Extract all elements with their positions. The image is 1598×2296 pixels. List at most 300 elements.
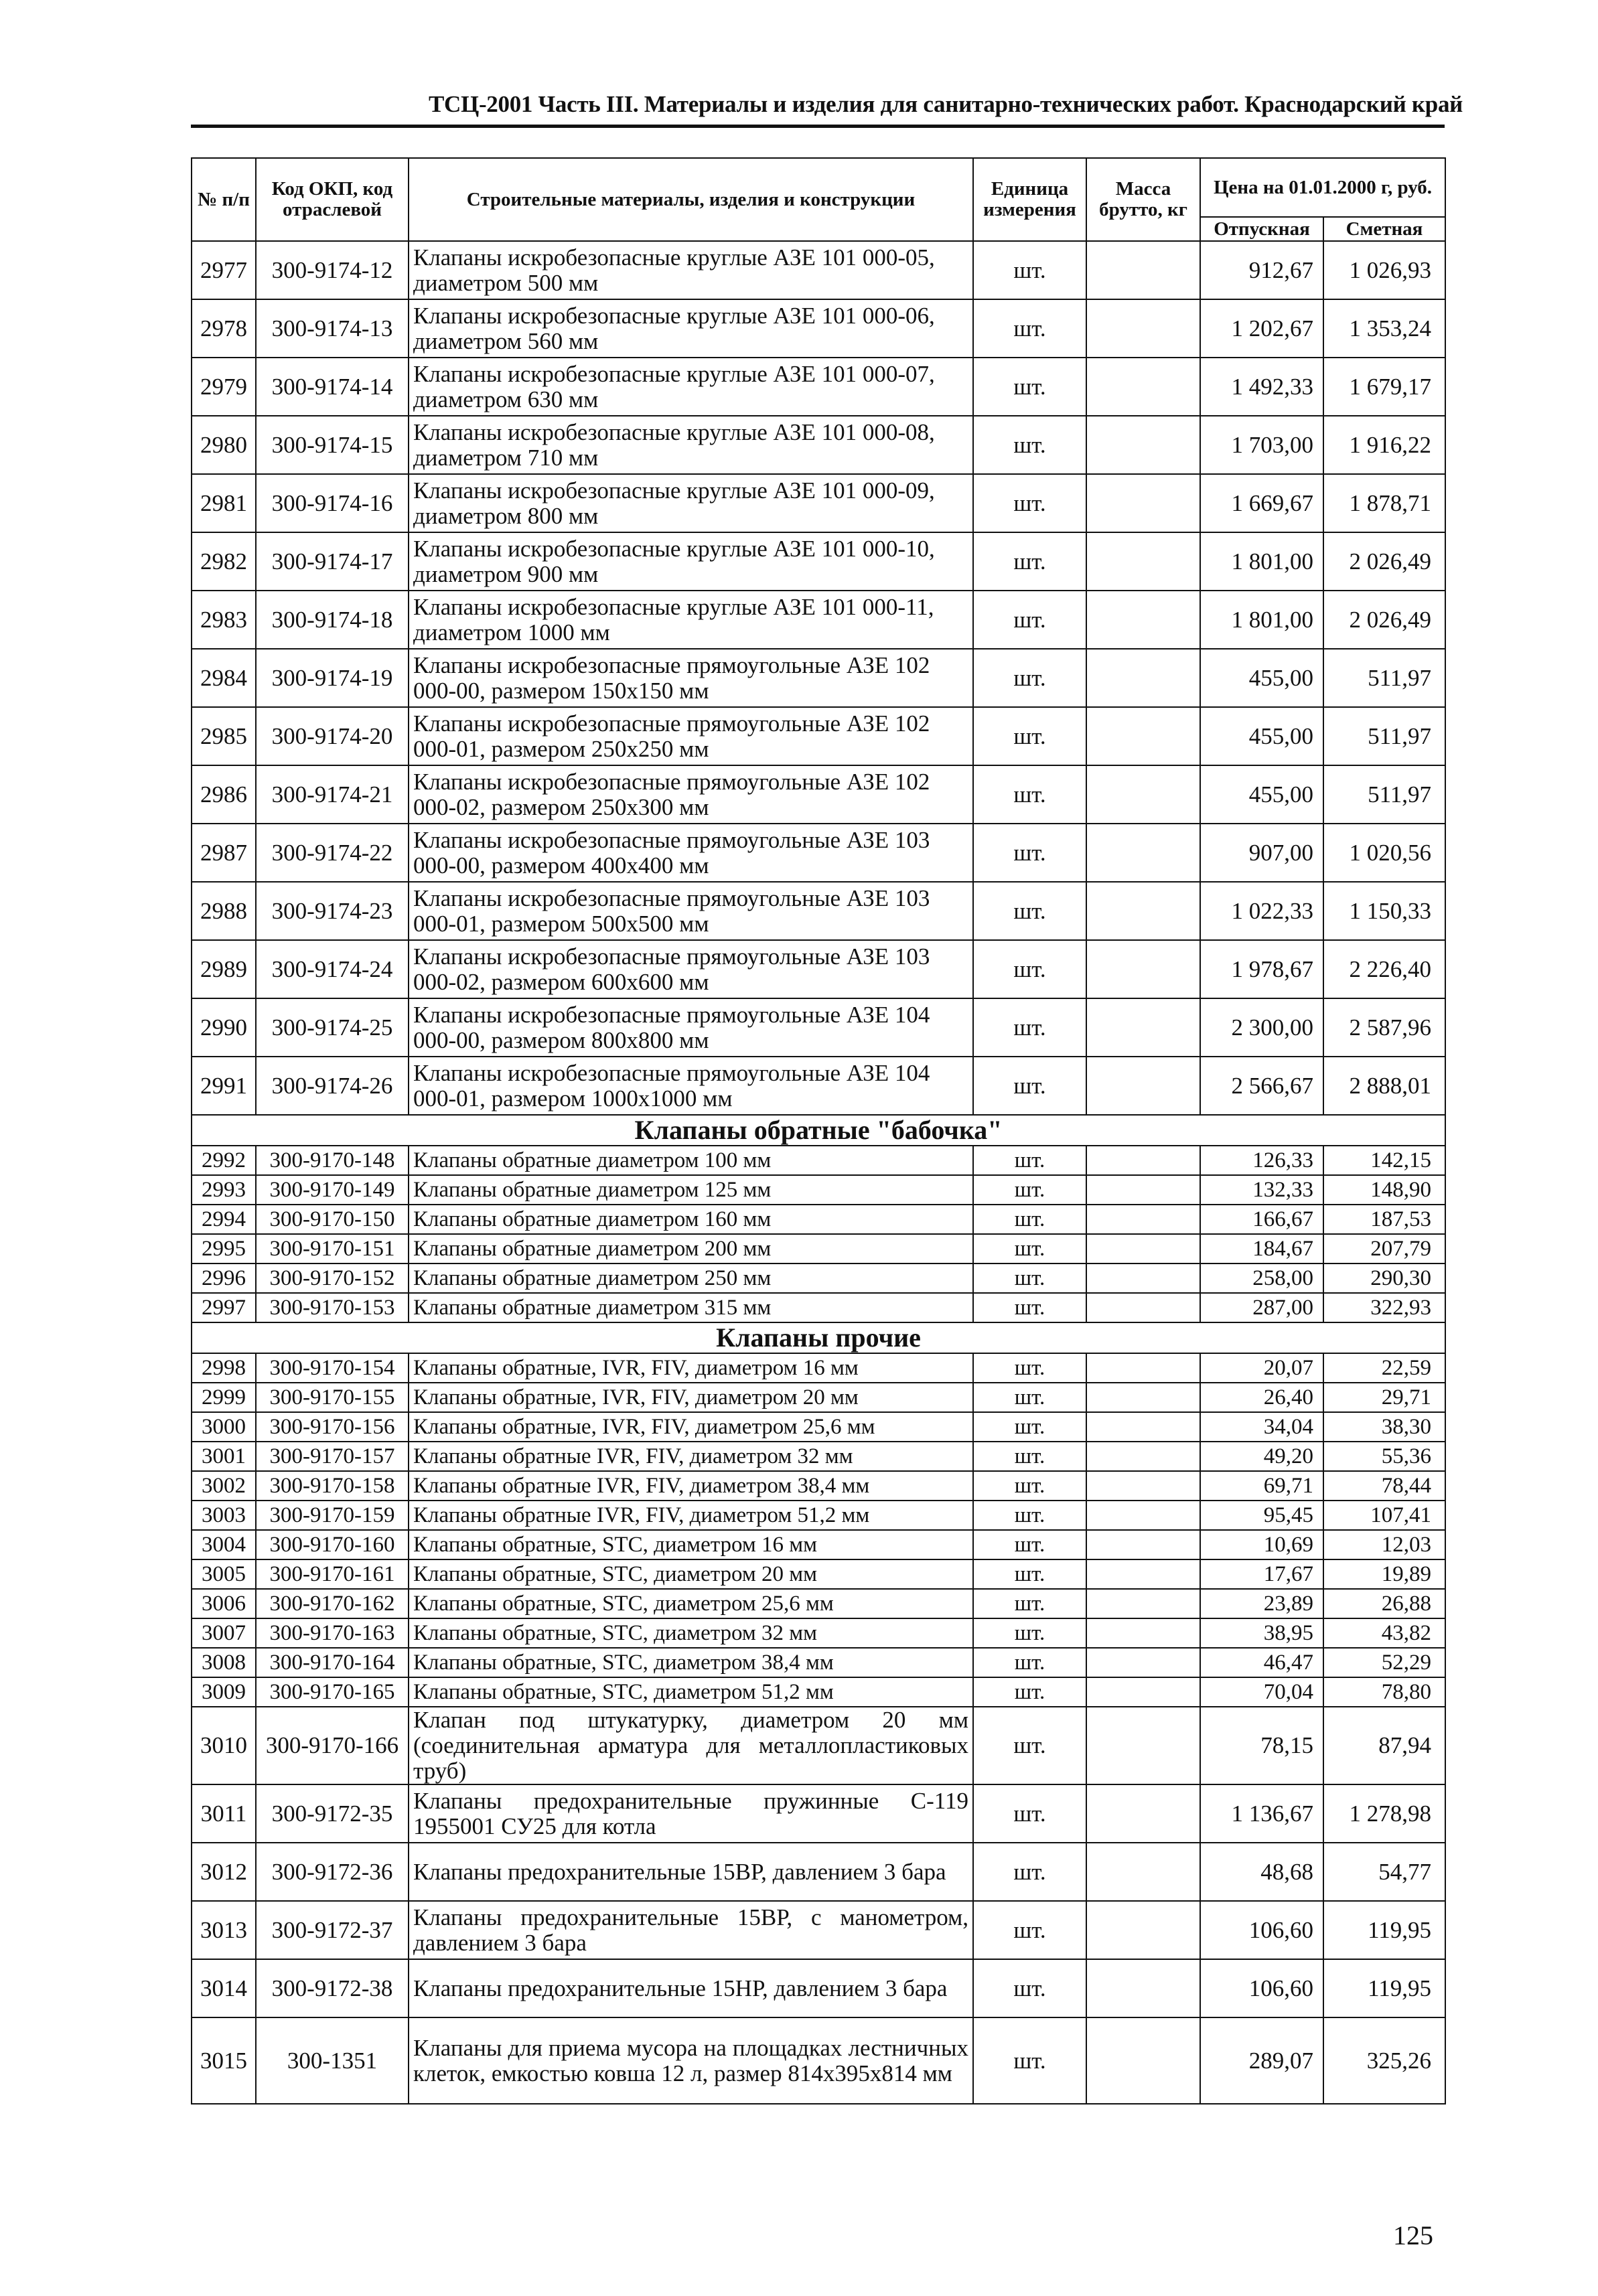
row-mass bbox=[1086, 474, 1200, 532]
row-price-estimate: 78,44 bbox=[1323, 1471, 1445, 1501]
row-name: Клапаны искробезопасные прямоугольные АЗЕ 104 000-00, размером 800x800 мм bbox=[409, 998, 973, 1057]
row-price-release: 10,69 bbox=[1200, 1530, 1323, 1559]
row-price-estimate: 142,15 bbox=[1323, 1146, 1445, 1175]
row-price-release: 69,71 bbox=[1200, 1471, 1323, 1501]
row-price-estimate: 187,53 bbox=[1323, 1205, 1445, 1234]
row-price-release: 106,60 bbox=[1200, 1901, 1323, 1959]
row-price-estimate: 290,30 bbox=[1323, 1264, 1445, 1293]
table-body-b bbox=[192, 1146, 1445, 1322]
row-code: 300-9174-12 bbox=[256, 241, 409, 299]
row-price-estimate: 22,59 bbox=[1323, 1353, 1445, 1383]
row-name: Клапаны искробезопасные прямоугольные АЗЕ 103 000-02, размером 600x600 мм bbox=[409, 940, 973, 998]
row-num: 2985 bbox=[192, 707, 256, 765]
row-mass bbox=[1086, 532, 1200, 591]
row-name: Клапаны обратные диаметром 200 мм bbox=[409, 1234, 973, 1264]
row-price-release: 1 801,00 bbox=[1200, 591, 1323, 649]
row-name: Клапаны предохранительные пружинные С-119 1955001 СУ25 для котла bbox=[409, 1784, 973, 1843]
row-code: 300-9174-24 bbox=[256, 940, 409, 998]
row-name: Клапаны обратные, STC, диаметром 51,2 мм bbox=[409, 1677, 973, 1707]
row-code: 300-9170-148 bbox=[256, 1146, 409, 1175]
table-header bbox=[192, 158, 1445, 241]
row-name: Клапаны обратные диаметром 100 мм bbox=[409, 1146, 973, 1175]
row-price-release: 78,15 bbox=[1200, 1707, 1323, 1784]
row-price-release: 907,00 bbox=[1200, 824, 1323, 882]
row-num: 2981 bbox=[192, 474, 256, 532]
table-row bbox=[192, 1677, 1445, 1707]
row-mass bbox=[1086, 1175, 1200, 1205]
table-row bbox=[192, 1959, 1445, 2017]
table-row bbox=[192, 241, 1445, 299]
row-mass bbox=[1086, 1677, 1200, 1707]
table-row bbox=[192, 1353, 1445, 1383]
row-num: 3014 bbox=[192, 1959, 256, 2017]
row-unit: шт. bbox=[973, 998, 1086, 1057]
row-name: Клапаны обратные, STC, диаметром 20 мм bbox=[409, 1559, 973, 1589]
row-unit: шт. bbox=[973, 1843, 1086, 1901]
table-row bbox=[192, 1234, 1445, 1264]
row-num: 3012 bbox=[192, 1843, 256, 1901]
col-header-unit: Единица измерения bbox=[973, 158, 1086, 241]
row-unit: шт. bbox=[973, 1471, 1086, 1501]
row-mass bbox=[1086, 1959, 1200, 2017]
table-row bbox=[192, 1383, 1445, 1412]
row-unit: шт. bbox=[973, 416, 1086, 474]
row-mass bbox=[1086, 1205, 1200, 1234]
row-price-release: 1 801,00 bbox=[1200, 532, 1323, 591]
row-name: Клапаны обратные, IVR, FIV, диаметром 25,6 мм bbox=[409, 1412, 973, 1442]
row-price-release: 2 566,67 bbox=[1200, 1057, 1323, 1115]
row-num: 2982 bbox=[192, 532, 256, 591]
row-unit: шт. bbox=[973, 1959, 1086, 2017]
row-price-release: 455,00 bbox=[1200, 707, 1323, 765]
row-code: 300-9174-17 bbox=[256, 532, 409, 591]
row-mass bbox=[1086, 882, 1200, 940]
row-code: 300-9172-38 bbox=[256, 1959, 409, 2017]
row-code: 300-9174-25 bbox=[256, 998, 409, 1057]
row-name: Клапаны обратные, IVR, FIV, диаметром 16 мм bbox=[409, 1353, 973, 1383]
table-row bbox=[192, 1648, 1445, 1677]
row-price-release: 455,00 bbox=[1200, 765, 1323, 824]
row-price-release: 38,95 bbox=[1200, 1618, 1323, 1648]
row-num: 2989 bbox=[192, 940, 256, 998]
row-price-release: 287,00 bbox=[1200, 1293, 1323, 1322]
table-row bbox=[192, 532, 1445, 591]
row-price-release: 49,20 bbox=[1200, 1442, 1323, 1471]
row-unit: шт. bbox=[973, 1530, 1086, 1559]
table-row bbox=[192, 1175, 1445, 1205]
row-mass bbox=[1086, 1383, 1200, 1412]
row-unit: шт. bbox=[973, 1146, 1086, 1175]
row-num: 3009 bbox=[192, 1677, 256, 1707]
row-num: 3000 bbox=[192, 1412, 256, 1442]
row-name: Клапаны искробезопасные прямоугольные АЗЕ 102 000-01, размером 250x250 мм bbox=[409, 707, 973, 765]
row-price-estimate: 1 878,71 bbox=[1323, 474, 1445, 532]
row-price-estimate: 1 278,98 bbox=[1323, 1784, 1445, 1843]
row-code: 300-9174-26 bbox=[256, 1057, 409, 1115]
row-name: Клапан под штукатурку, диаметром 20 мм (соединительная арматура для металлопластиковых труб) bbox=[409, 1707, 973, 1784]
row-price-release: 1 136,67 bbox=[1200, 1784, 1323, 1843]
row-mass bbox=[1086, 1234, 1200, 1264]
row-mass bbox=[1086, 241, 1200, 299]
table-row bbox=[192, 1442, 1445, 1471]
row-mass bbox=[1086, 998, 1200, 1057]
row-num: 2998 bbox=[192, 1353, 256, 1383]
row-name: Клапаны искробезопасные круглые АЗЕ 101 000-05, диаметром 500 мм bbox=[409, 241, 973, 299]
table-body-d bbox=[192, 1707, 1445, 2017]
row-name: Клапаны предохранительные 15ВР, с манометром, давлением 3 бара bbox=[409, 1901, 973, 1959]
row-mass bbox=[1086, 1057, 1200, 1115]
row-code: 300-9174-15 bbox=[256, 416, 409, 474]
row-num: 2978 bbox=[192, 299, 256, 358]
row-unit: шт. bbox=[973, 1057, 1086, 1115]
row-price-release: 1 022,33 bbox=[1200, 882, 1323, 940]
row-mass bbox=[1086, 1353, 1200, 1383]
row-unit: шт. bbox=[973, 1784, 1086, 1843]
row-unit: шт. bbox=[973, 358, 1086, 416]
row-price-estimate: 1 150,33 bbox=[1323, 882, 1445, 940]
row-price-release: 48,68 bbox=[1200, 1843, 1323, 1901]
row-code: 300-9174-16 bbox=[256, 474, 409, 532]
row-mass bbox=[1086, 358, 1200, 416]
row-name: Клапаны обратные, IVR, FIV, диаметром 20 мм bbox=[409, 1383, 973, 1412]
table-row bbox=[192, 1530, 1445, 1559]
row-num: 2983 bbox=[192, 591, 256, 649]
row-price-release: 1 703,00 bbox=[1200, 416, 1323, 474]
row-name: Клапаны обратные диаметром 250 мм bbox=[409, 1264, 973, 1293]
row-unit: шт. bbox=[973, 1648, 1086, 1677]
row-code: 300-9172-36 bbox=[256, 1843, 409, 1901]
row-unit: шт. bbox=[973, 882, 1086, 940]
row-name: Клапаны предохранительные 15НР, давлением 3 бара bbox=[409, 1959, 973, 2017]
row-unit: шт. bbox=[973, 299, 1086, 358]
row-mass bbox=[1086, 1648, 1200, 1677]
row-mass bbox=[1086, 1618, 1200, 1648]
table-row bbox=[192, 1264, 1445, 1293]
row-price-release: 70,04 bbox=[1200, 1677, 1323, 1707]
row-num: 2993 bbox=[192, 1175, 256, 1205]
row-price-release: 912,67 bbox=[1200, 241, 1323, 299]
row-price-release: 258,00 bbox=[1200, 1264, 1323, 1293]
row-unit: шт. bbox=[973, 940, 1086, 998]
row-name: Клапаны обратные диаметром 160 мм bbox=[409, 1205, 973, 1234]
row-unit: шт. bbox=[973, 649, 1086, 707]
table-row bbox=[192, 358, 1445, 416]
table-row bbox=[192, 1618, 1445, 1648]
row-price-estimate: 1 353,24 bbox=[1323, 299, 1445, 358]
col-header-price: Цена на 01.01.2000 г, руб. bbox=[1200, 158, 1445, 217]
table-row bbox=[192, 1559, 1445, 1589]
row-unit: шт. bbox=[973, 1234, 1086, 1264]
row-price-estimate: 119,95 bbox=[1323, 1959, 1445, 2017]
table-row bbox=[192, 1843, 1445, 1901]
row-code: 300-9170-149 bbox=[256, 1175, 409, 1205]
row-mass bbox=[1086, 299, 1200, 358]
table-row bbox=[192, 1784, 1445, 1843]
row-code: 300-9170-159 bbox=[256, 1501, 409, 1530]
row-price-release: 1 202,67 bbox=[1200, 299, 1323, 358]
row-price-release: 95,45 bbox=[1200, 1501, 1323, 1530]
row-code: 300-9170-154 bbox=[256, 1353, 409, 1383]
row-unit: шт. bbox=[973, 241, 1086, 299]
running-head: ТСЦ-2001 Часть III. Материалы и изделия для санитарно-технических работ. Краснодарский край bbox=[429, 91, 1463, 117]
row-mass bbox=[1086, 1843, 1200, 1901]
table-body-a bbox=[192, 241, 1445, 1115]
row-price-estimate: 87,94 bbox=[1323, 1707, 1445, 1784]
row-mass bbox=[1086, 765, 1200, 824]
row-mass bbox=[1086, 1559, 1200, 1589]
table-row bbox=[192, 591, 1445, 649]
row-num: 2999 bbox=[192, 1383, 256, 1412]
row-price-estimate: 54,77 bbox=[1323, 1843, 1445, 1901]
row-name: Клапаны обратные диаметром 315 мм bbox=[409, 1293, 973, 1322]
row-price-estimate: 511,97 bbox=[1323, 649, 1445, 707]
row-code: 300-9174-19 bbox=[256, 649, 409, 707]
row-code: 300-9170-157 bbox=[256, 1442, 409, 1471]
row-num: 2995 bbox=[192, 1234, 256, 1264]
table-row bbox=[192, 1412, 1445, 1442]
row-name: Клапаны обратные IVR, FIV, диаметром 38,4 мм bbox=[409, 1471, 973, 1501]
row-name: Клапаны обратные диаметром 125 мм bbox=[409, 1175, 973, 1205]
table-row bbox=[192, 1707, 1445, 1784]
table-row bbox=[192, 2017, 1445, 2104]
col-header-name: Строительные материалы, изделия и конструкции bbox=[409, 158, 973, 241]
row-unit: шт. bbox=[973, 1559, 1086, 1589]
row-price-release: 23,89 bbox=[1200, 1589, 1323, 1618]
row-price-estimate: 1 916,22 bbox=[1323, 416, 1445, 474]
row-price-estimate: 2 026,49 bbox=[1323, 591, 1445, 649]
row-name: Клапаны обратные IVR, FIV, диаметром 32 мм bbox=[409, 1442, 973, 1471]
row-price-release: 1 978,67 bbox=[1200, 940, 1323, 998]
row-price-estimate: 207,79 bbox=[1323, 1234, 1445, 1264]
row-num: 2997 bbox=[192, 1293, 256, 1322]
row-price-release: 126,33 bbox=[1200, 1146, 1323, 1175]
table-body-c bbox=[192, 1353, 1445, 1707]
table-row bbox=[192, 649, 1445, 707]
row-mass bbox=[1086, 649, 1200, 707]
row-unit: шт. bbox=[973, 1589, 1086, 1618]
row-code: 300-9170-155 bbox=[256, 1383, 409, 1412]
row-code: 300-9170-161 bbox=[256, 1559, 409, 1589]
row-mass bbox=[1086, 2017, 1200, 2104]
row-unit: шт. bbox=[973, 1442, 1086, 1471]
row-num: 2986 bbox=[192, 765, 256, 824]
row-code: 300-9172-35 bbox=[256, 1784, 409, 1843]
table-row bbox=[192, 998, 1445, 1057]
row-name: Клапаны обратные, STC, диаметром 25,6 мм bbox=[409, 1589, 973, 1618]
row-unit: шт. bbox=[973, 474, 1086, 532]
table-body-e bbox=[192, 2017, 1445, 2104]
row-code: 300-9170-160 bbox=[256, 1530, 409, 1559]
row-price-release: 289,07 bbox=[1200, 2017, 1323, 2104]
row-code: 300-9174-21 bbox=[256, 765, 409, 824]
row-price-estimate: 12,03 bbox=[1323, 1530, 1445, 1559]
row-unit: шт. bbox=[973, 765, 1086, 824]
row-num: 3002 bbox=[192, 1471, 256, 1501]
table-row bbox=[192, 882, 1445, 940]
row-price-estimate: 322,93 bbox=[1323, 1293, 1445, 1322]
row-num: 3001 bbox=[192, 1442, 256, 1471]
row-price-estimate: 2 026,49 bbox=[1323, 532, 1445, 591]
row-price-release: 106,60 bbox=[1200, 1959, 1323, 2017]
table-row bbox=[192, 1293, 1445, 1322]
row-num: 3007 bbox=[192, 1618, 256, 1648]
row-name: Клапаны искробезопасные круглые АЗЕ 101 000-10, диаметром 900 мм bbox=[409, 532, 973, 591]
table-row bbox=[192, 940, 1445, 998]
row-name: Клапаны искробезопасные круглые АЗЕ 101 000-09, диаметром 800 мм bbox=[409, 474, 973, 532]
row-price-release: 166,67 bbox=[1200, 1205, 1323, 1234]
row-price-estimate: 43,82 bbox=[1323, 1618, 1445, 1648]
row-code: 300-9170-152 bbox=[256, 1264, 409, 1293]
row-mass bbox=[1086, 1412, 1200, 1442]
row-unit: шт. bbox=[973, 824, 1086, 882]
row-price-estimate: 19,89 bbox=[1323, 1559, 1445, 1589]
section-title-other-valves: Клапаны прочие bbox=[192, 1322, 1445, 1353]
row-code: 300-9170-158 bbox=[256, 1471, 409, 1501]
row-num: 2988 bbox=[192, 882, 256, 940]
row-code: 300-9170-166 bbox=[256, 1707, 409, 1784]
row-price-release: 26,40 bbox=[1200, 1383, 1323, 1412]
row-price-release: 46,47 bbox=[1200, 1648, 1323, 1677]
row-code: 300-9174-20 bbox=[256, 707, 409, 765]
page-number: 125 bbox=[1393, 2220, 1433, 2250]
row-name: Клапаны искробезопасные прямоугольные АЗЕ 103 000-01, размером 500x500 мм bbox=[409, 882, 973, 940]
row-code: 300-9174-22 bbox=[256, 824, 409, 882]
col-header-price-release: Отпускная bbox=[1200, 217, 1323, 241]
row-num: 2980 bbox=[192, 416, 256, 474]
row-mass bbox=[1086, 1784, 1200, 1843]
row-mass bbox=[1086, 1589, 1200, 1618]
table-row bbox=[192, 1057, 1445, 1115]
row-mass bbox=[1086, 1293, 1200, 1322]
row-mass bbox=[1086, 1901, 1200, 1959]
row-code: 300-1351 bbox=[256, 2017, 409, 2104]
row-price-estimate: 2 888,01 bbox=[1323, 1057, 1445, 1115]
row-unit: шт. bbox=[973, 1175, 1086, 1205]
row-num: 3004 bbox=[192, 1530, 256, 1559]
table-row bbox=[192, 824, 1445, 882]
row-mass bbox=[1086, 940, 1200, 998]
row-code: 300-9174-14 bbox=[256, 358, 409, 416]
row-price-estimate: 1 679,17 bbox=[1323, 358, 1445, 416]
row-num: 2991 bbox=[192, 1057, 256, 1115]
row-num: 2990 bbox=[192, 998, 256, 1057]
row-unit: шт. bbox=[973, 1353, 1086, 1383]
table-row bbox=[192, 1501, 1445, 1530]
table-row bbox=[192, 707, 1445, 765]
row-num: 2977 bbox=[192, 241, 256, 299]
table-row bbox=[192, 416, 1445, 474]
row-num: 3003 bbox=[192, 1501, 256, 1530]
row-code: 300-9170-153 bbox=[256, 1293, 409, 1322]
row-code: 300-9174-23 bbox=[256, 882, 409, 940]
row-code: 300-9170-163 bbox=[256, 1618, 409, 1648]
row-price-release: 2 300,00 bbox=[1200, 998, 1323, 1057]
row-name: Клапаны обратные, STC, диаметром 38,4 мм bbox=[409, 1648, 973, 1677]
row-price-estimate: 511,97 bbox=[1323, 707, 1445, 765]
row-code: 300-9172-37 bbox=[256, 1901, 409, 1959]
row-price-estimate: 55,36 bbox=[1323, 1442, 1445, 1471]
row-price-release: 20,07 bbox=[1200, 1353, 1323, 1383]
row-unit: шт. bbox=[973, 591, 1086, 649]
row-name: Клапаны искробезопасные прямоугольные АЗЕ 102 000-02, размером 250x300 мм bbox=[409, 765, 973, 824]
table-row bbox=[192, 1471, 1445, 1501]
row-unit: шт. bbox=[973, 1264, 1086, 1293]
row-code: 300-9170-150 bbox=[256, 1205, 409, 1234]
row-mass bbox=[1086, 1442, 1200, 1471]
row-price-estimate: 2 587,96 bbox=[1323, 998, 1445, 1057]
row-name: Клапаны искробезопасные круглые АЗЕ 101 000-07, диаметром 630 мм bbox=[409, 358, 973, 416]
row-price-estimate: 148,90 bbox=[1323, 1175, 1445, 1205]
row-mass bbox=[1086, 1471, 1200, 1501]
row-price-estimate: 52,29 bbox=[1323, 1648, 1445, 1677]
row-price-estimate: 119,95 bbox=[1323, 1901, 1445, 1959]
row-unit: шт. bbox=[973, 1901, 1086, 1959]
table-row bbox=[192, 765, 1445, 824]
row-name: Клапаны обратные, STC, диаметром 16 мм bbox=[409, 1530, 973, 1559]
row-name: Клапаны предохранительные 15ВР, давлением 3 бара bbox=[409, 1843, 973, 1901]
row-unit: шт. bbox=[973, 1205, 1086, 1234]
row-price-estimate: 1 026,93 bbox=[1323, 241, 1445, 299]
col-header-num: № п/п bbox=[192, 158, 256, 241]
row-mass bbox=[1086, 1264, 1200, 1293]
row-num: 2979 bbox=[192, 358, 256, 416]
row-price-release: 1 669,67 bbox=[1200, 474, 1323, 532]
row-code: 300-9170-156 bbox=[256, 1412, 409, 1442]
row-code: 300-9170-151 bbox=[256, 1234, 409, 1264]
table-row bbox=[192, 299, 1445, 358]
row-price-release: 34,04 bbox=[1200, 1412, 1323, 1442]
row-price-release: 132,33 bbox=[1200, 1175, 1323, 1205]
row-num: 2987 bbox=[192, 824, 256, 882]
row-price-release: 184,67 bbox=[1200, 1234, 1323, 1264]
table-row bbox=[192, 474, 1445, 532]
price-table bbox=[191, 157, 1446, 2104]
row-price-estimate: 78,80 bbox=[1323, 1677, 1445, 1707]
row-unit: шт. bbox=[973, 1618, 1086, 1648]
section-b bbox=[192, 1115, 1445, 1146]
row-unit: шт. bbox=[973, 1707, 1086, 1784]
row-mass bbox=[1086, 1707, 1200, 1784]
row-price-estimate: 1 020,56 bbox=[1323, 824, 1445, 882]
row-price-estimate: 2 226,40 bbox=[1323, 940, 1445, 998]
row-unit: шт. bbox=[973, 532, 1086, 591]
header-rule bbox=[191, 125, 1445, 128]
row-mass bbox=[1086, 1530, 1200, 1559]
row-name: Клапаны обратные IVR, FIV, диаметром 51,2 мм bbox=[409, 1501, 973, 1530]
row-code: 300-9174-13 bbox=[256, 299, 409, 358]
row-code: 300-9170-164 bbox=[256, 1648, 409, 1677]
row-num: 3011 bbox=[192, 1784, 256, 1843]
row-code: 300-9170-162 bbox=[256, 1589, 409, 1618]
row-num: 3010 bbox=[192, 1707, 256, 1784]
col-header-code: Код ОКП, код отраслевой bbox=[256, 158, 409, 241]
row-name: Клапаны искробезопасные прямоугольные АЗЕ 102 000-00, размером 150x150 мм bbox=[409, 649, 973, 707]
row-price-estimate: 29,71 bbox=[1323, 1383, 1445, 1412]
row-mass bbox=[1086, 824, 1200, 882]
row-price-release: 17,67 bbox=[1200, 1559, 1323, 1589]
row-unit: шт. bbox=[973, 2017, 1086, 2104]
row-mass bbox=[1086, 707, 1200, 765]
row-num: 2984 bbox=[192, 649, 256, 707]
section-title-check-valves: Клапаны обратные "бабочка" bbox=[192, 1115, 1445, 1146]
row-name: Клапаны искробезопасные круглые АЗЕ 101 000-08, диаметром 710 мм bbox=[409, 416, 973, 474]
row-num: 3006 bbox=[192, 1589, 256, 1618]
table-row bbox=[192, 1146, 1445, 1175]
row-unit: шт. bbox=[973, 1412, 1086, 1442]
row-price-estimate: 325,26 bbox=[1323, 2017, 1445, 2104]
row-unit: шт. bbox=[973, 1501, 1086, 1530]
table-row bbox=[192, 1589, 1445, 1618]
